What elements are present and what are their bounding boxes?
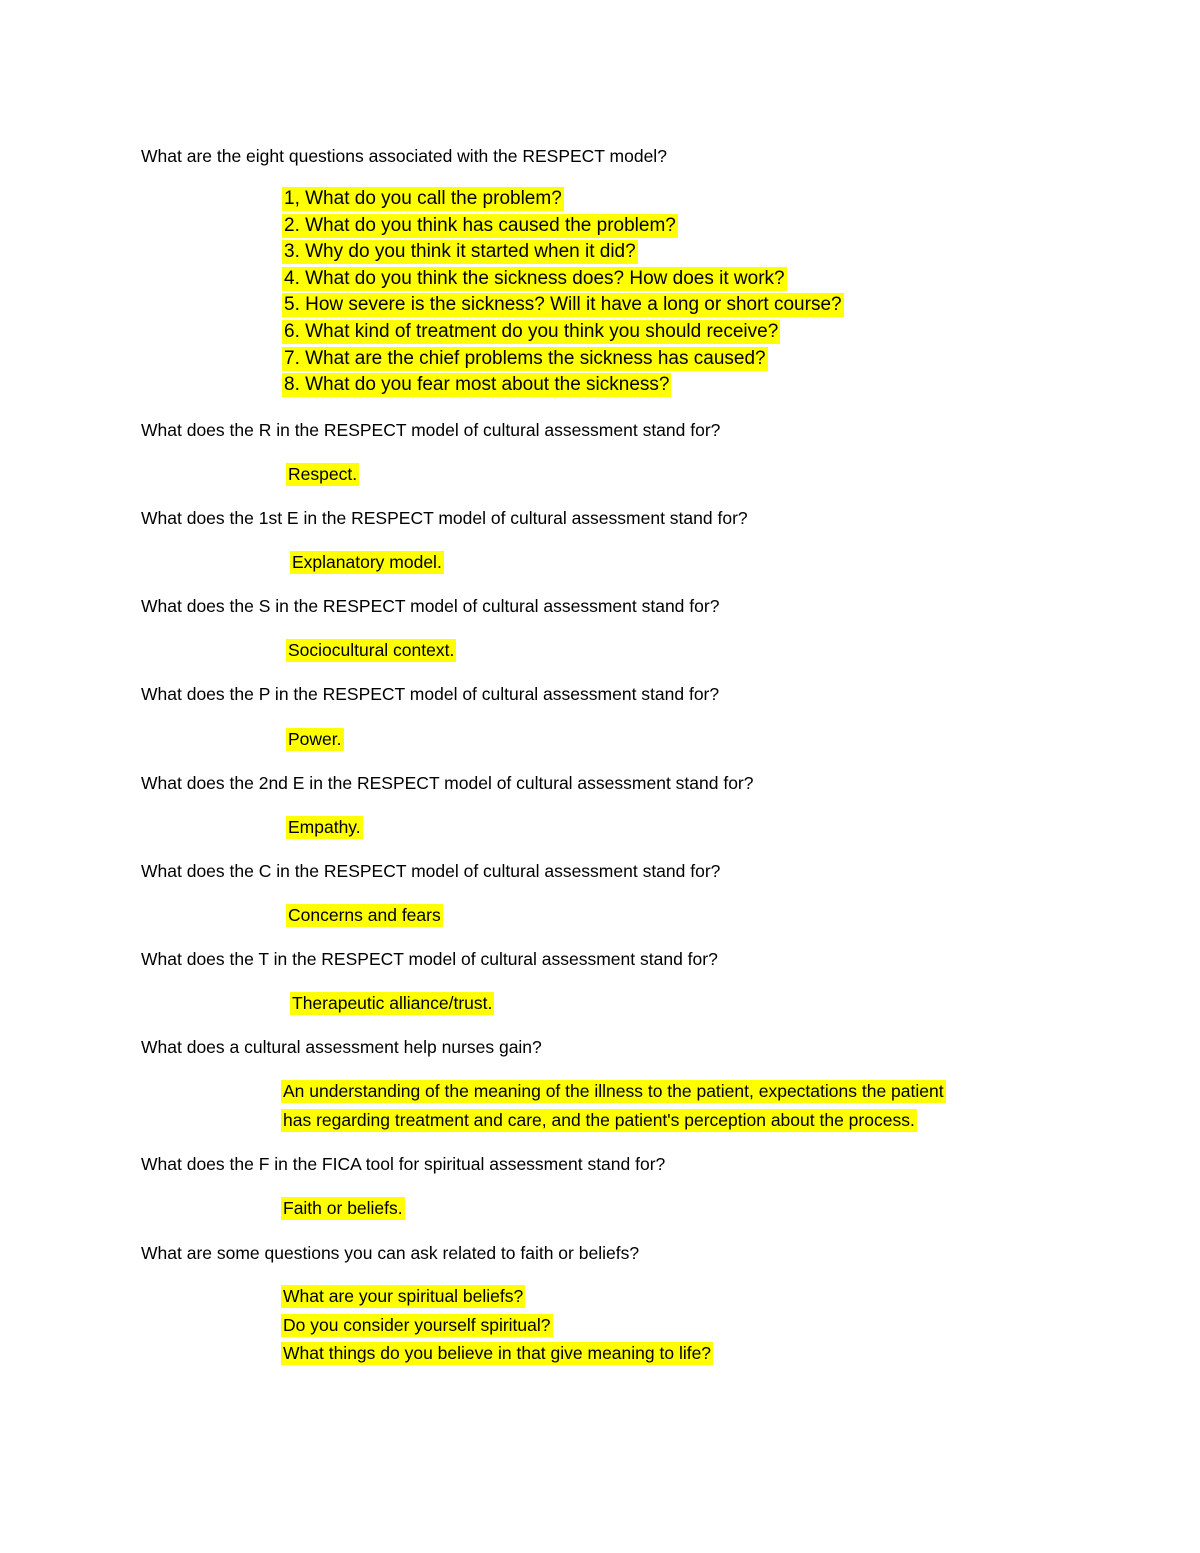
- answer-line: Explanatory model.: [292, 552, 442, 572]
- question-text: What does the F in the FICA tool for spiritual assessment stand for?: [141, 1154, 666, 1174]
- question-text: What does the 1st E in the RESPECT model of cultural assessment stand for?: [141, 508, 748, 528]
- question-text: What are some questions you can ask related to faith or beliefs?: [141, 1243, 640, 1263]
- answer-line: 7. What are the chief problems the sickness has caused?: [284, 347, 766, 369]
- answer-line: Empathy.: [288, 817, 361, 837]
- question-text: What does the C in the RESPECT model of cultural assessment stand for?: [141, 861, 721, 881]
- answer-line: Therapeutic alliance/trust.: [292, 993, 493, 1013]
- answer-line: 3. Why do you think it started when it did?: [284, 241, 636, 263]
- answer-line: 6. What kind of treatment do you think you should receive?: [284, 320, 779, 342]
- answer-line: An understanding of the meaning of the illness to the patient, expectations the patient: [283, 1081, 944, 1101]
- answer-line: What things do you believe in that give meaning to life?: [283, 1343, 712, 1363]
- question-text: What does the S in the RESPECT model of cultural assessment stand for?: [141, 596, 720, 616]
- answer-block: [286, 636, 456, 665]
- question-text: What does the P in the RESPECT model of cultural assessment stand for?: [141, 684, 720, 704]
- answer-line: Faith or beliefs.: [283, 1198, 403, 1218]
- answer-line: Concerns and fears: [288, 905, 441, 925]
- answer-line: Power.: [288, 729, 342, 749]
- answer-line: Respect.: [288, 464, 358, 484]
- answer-line: 5. How severe is the sickness? Will it have a long or short course?: [284, 294, 842, 316]
- answer-line: Sociocultural context.: [288, 640, 455, 660]
- answer-line: Do you consider yourself spiritual?: [283, 1314, 551, 1335]
- answer-block: [281, 1282, 713, 1368]
- answer-block: [290, 548, 444, 577]
- answer-block: [290, 989, 494, 1018]
- answer-line: What are your spiritual beliefs?: [283, 1286, 524, 1306]
- answer-block: [286, 725, 344, 754]
- answer-block: [286, 901, 443, 930]
- answer-line: 1, What do you call the problem?: [284, 188, 562, 209]
- question-text: What does the 2nd E in the RESPECT model of cultural assessment stand for?: [141, 773, 754, 793]
- answer-list: [282, 186, 844, 399]
- answer-line: 4. What do you think the sickness does? How does it work?: [284, 267, 785, 289]
- question-text: What does the R in the RESPECT model of cultural assessment stand for?: [141, 420, 721, 440]
- question-text: What does a cultural assessment help nurses gain?: [141, 1037, 542, 1057]
- answer-line: has regarding treatment and care, and the patient's perception about the process.: [283, 1109, 915, 1130]
- question-text: What does the T in the RESPECT model of cultural assessment stand for?: [141, 949, 718, 969]
- answer-block: [286, 460, 359, 489]
- answer-block: [281, 1077, 946, 1134]
- answer-line: 8. What do you fear most about the sickness?: [284, 374, 670, 396]
- question-text: What are the eight questions associated with the RESPECT model?: [141, 146, 667, 166]
- answer-line: 2. What do you think has caused the problem?: [284, 214, 676, 236]
- answer-block: [281, 1194, 405, 1223]
- answer-block: [286, 813, 363, 842]
